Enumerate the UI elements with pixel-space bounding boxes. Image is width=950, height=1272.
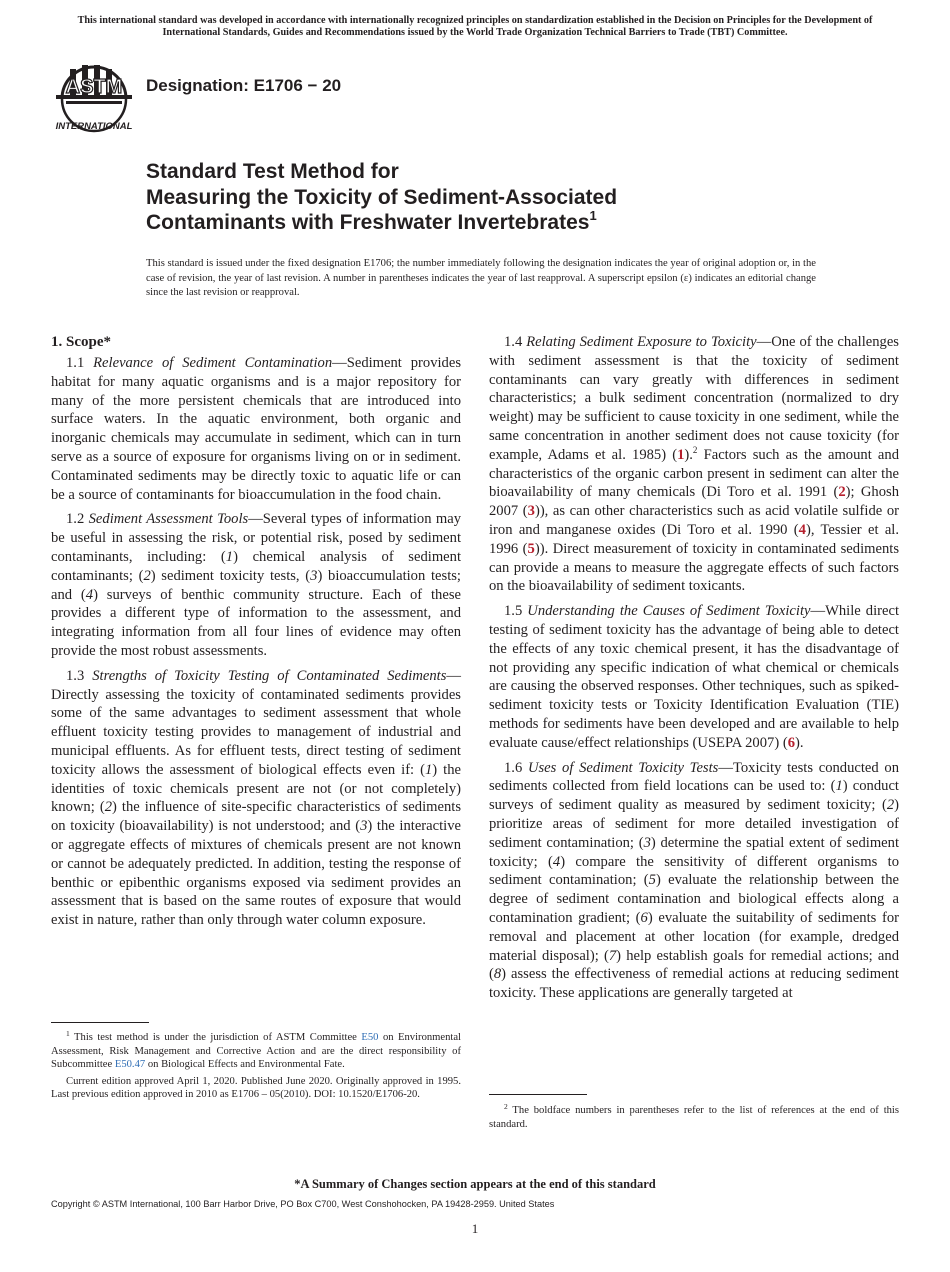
astm-logo: [52, 55, 136, 133]
para-text: ).: [794, 734, 804, 751]
list-number: 1: [425, 761, 433, 778]
footnote-1-para-2: Current edition approved April 1, 2020. Published June 2020. Originally approved in 1995. Last previous edition approved in 2010 as E1706 – 05(2010). DOI: 10.1520/E1706-20.: [51, 1075, 461, 1100]
list-number: 2: [143, 567, 151, 584]
list-number: 6: [640, 909, 648, 926]
reference-link[interactable]: 1: [677, 446, 685, 463]
reference-link[interactable]: 6: [787, 734, 795, 751]
document-title: [146, 159, 846, 236]
left-column: [51, 333, 461, 936]
paragraph-1-6: [489, 759, 899, 1003]
footnote-text: on Biological Effects and Environmental Fate.: [145, 1059, 345, 1070]
footnote-1-para-1: [51, 1031, 461, 1072]
footnote-text: This test method is under the jurisdiction of ASTM Committee: [69, 1032, 362, 1043]
para-title: Sediment Assessment Tools: [88, 511, 249, 528]
para-text: ) the identities of toxic chemicals present are not (or not completely) known; (: [51, 761, 461, 816]
footnote-rule: [489, 1094, 587, 1095]
footnote-text: on Environmental Assessment, Risk Management and Corrective Action and are the direct responsibility of Subcommittee: [51, 1032, 461, 1070]
para-title: Strengths of Toxicity Testing of Contaminated Sediments: [92, 667, 447, 684]
list-number: 3: [360, 818, 368, 835]
para-title: Relating Sediment Exposure to Toxicity: [526, 334, 757, 350]
para-text: ) help establish goals for remedial actions; and (: [489, 947, 899, 983]
title-line-2: Measuring the Toxicity of Sediment-Associated: [146, 185, 618, 209]
para-text: —Directly assessing the toxicity of contaminated sediments provides some of the same advantages to sediment assessment that whole effluent toxicity testing provides to management of industrial and municipal effluents. As for effluent tests, direct testing of sediment toxicity allows the assessment of biological effects even if: (: [51, 667, 462, 778]
footnote-2: [489, 1104, 899, 1134]
title-line-3-text: Contaminants with Freshwater Invertebrates: [146, 211, 590, 234]
para-text: —Toxicity tests conducted on sediments collected from field locations can be used to: (: [489, 759, 900, 795]
paragraph-1-2: [51, 510, 461, 660]
para-text: ) prioritize areas of sediment for more detailed investigation of sediment contamination; (: [489, 797, 899, 851]
section-heading: 1. Scope*: [51, 334, 111, 350]
list-number: 3: [310, 567, 318, 584]
para-text: Factors such as the amount and characteristics of the organic carbon present in sediment can alter the bioavailability of many chemicals (Di Toro et al. 1991 (: [489, 446, 900, 501]
reference-link[interactable]: 3: [527, 503, 535, 520]
designation: Designation: E1706 − 20: [146, 76, 342, 95]
para-text: ) conduct surveys of sediment quality as measured by sediment toxicity; (: [489, 778, 899, 814]
paragraph-1-5: [489, 602, 899, 752]
committee-link[interactable]: E50: [361, 1032, 379, 1043]
reference-link[interactable]: 4: [798, 521, 806, 538]
preamble: This standard is issued under the fixed designation E1706; the number immediately following the designation indicates the year of original adoption or, in the case of revision, the year of last revision. A number in parentheses indicates the year of last reapproval. A superscript epsilon (ε) indicates an editorial change since the last revision or reapproval.: [146, 258, 816, 298]
para-text: ) evaluate the relationship between the degree of sediment contamination and biological effects along a contamination gradient; (: [489, 872, 899, 926]
footnote-rule: [51, 1022, 149, 1023]
para-text: ) bioaccumulation tests; and (: [51, 567, 461, 603]
reference-link[interactable]: 2: [838, 484, 846, 501]
para-title: Relevance of Sediment Contamination: [93, 355, 333, 371]
para-number: 1.3: [66, 667, 85, 684]
footnote-2-para: [489, 1104, 899, 1131]
list-number: 2: [104, 799, 112, 816]
para-text: )). Direct measurement of toxicity in contaminated sediments can provide a means to measure the aggregate effects of such factors on the bioavailability of sediment toxicants.: [489, 540, 899, 595]
list-number: 4: [85, 586, 94, 603]
para-text: ).: [684, 446, 693, 463]
para-number: 1.6: [504, 759, 523, 776]
reference-link[interactable]: 5: [527, 540, 535, 557]
para-text: ) chemical analysis of sediment contaminants; (: [51, 548, 461, 584]
para-text: ), Tessier et al. 1996 (: [489, 521, 899, 557]
title-footnote-mark: 1: [589, 208, 597, 223]
para-text: —One of the challenges with sediment assessment is that the toxicity of sediment contaminants can vary greatly with differences in sediment characteristics; a bulk sediment concentration (normalized to dry weight) may be sufficient to cause toxicity in one sediment, while the same concentration in another sediment does not cause toxicity (for example, Adams et al. 1985) (: [489, 334, 899, 463]
para-number: 1.1: [66, 355, 85, 371]
page-number: 1: [471, 1221, 479, 1236]
list-number: 3: [643, 834, 651, 851]
footnote-mark: 1: [66, 1029, 70, 1038]
logo-caption: INTERNATIONAL: [55, 121, 133, 132]
footnote-mark: 2: [504, 1102, 508, 1111]
para-text: ) compare the sensitivity of different organisms to sediment contamination; (: [489, 853, 899, 889]
para-text: —Sediment provides habitat for many aquatic organisms and is a major repository for many of the more persistent chemicals that are introduced into surface waters. In the aquatic environment, both organic and inorganic chemicals may accumulate in sediment, which can in turn serve as a source of exposure for organisms living on or in sediment. Contaminated sediments may be directly toxic to aquatic life or can be a source of contaminants for bioaccumulation in the food chain.: [51, 355, 461, 503]
summary-of-changes-note: *A Summary of Changes section appears at the end of this standard: [294, 1177, 656, 1191]
paragraph-1-1: [51, 354, 461, 504]
para-number: 1.4: [504, 334, 523, 350]
subcommittee-link[interactable]: E50.47: [114, 1059, 146, 1070]
copyright-notice: Copyright © ASTM International, 100 Barr Harbor Drive, PO Box C700, West Conshohocken, PA 19428-2959. United States: [51, 1199, 555, 1209]
list-number: 1: [225, 548, 234, 565]
right-column: [489, 333, 899, 1009]
para-text: ) determine the spatial extent of sediment toxicity; (: [489, 834, 900, 870]
footnote-mark: 2: [692, 444, 698, 455]
footnote-text: The boldface numbers in parentheses refer to the list of references at the end of this standard.: [489, 1105, 899, 1130]
para-number: 1.5: [504, 603, 523, 620]
para-text: ) the influence of site-specific characteristics of sediments on toxicity (bioavailability) is not understood; and (: [51, 799, 461, 835]
para-text: ) assess the effectiveness of remedial actions at reducing sediment toxicity. These applications are generally targeted at: [489, 966, 899, 1002]
para-text: ); Ghosh 2007 (: [489, 484, 899, 520]
para-title: Uses of Sediment Toxicity Tests: [527, 759, 719, 776]
para-text: ) surveys of benthic community structure. Each of these provides a different type of information to the assessment, and integrating information from all four lines of evidence may often provide the most robust assessments.: [51, 586, 461, 659]
para-text: ) evaluate the suitability of sediments for removal and placement at other location (for example, dredged material disposal); (: [489, 909, 900, 964]
para-text: ) the interactive or aggregate effects of mixtures of chemicals present are not known or cannot be adequately predicted. In addition, testing the response of benthic or epibenthic organisms exposed via sediment provides an assessment that is based on the same routes of exposure that would exist in nature, rather than only through water column exposure.: [51, 818, 461, 929]
standards-banner: This international standard was developed in accordance with internationally recognized principles on standardization established in the Decision on Principles for the Development of International Standards, Guides and Recommendations issued by the World Trade Organization Technical Barriers to Trade (TBT) Committee.: [77, 15, 873, 38]
list-number: 4: [552, 853, 561, 870]
title-line-1: Standard Test Method for: [146, 160, 399, 183]
para-text: —Several types of information may be useful in assessing the risk, or potential risk, posed by sediment contaminants, including: (: [51, 511, 462, 565]
list-number: 5: [648, 872, 656, 889]
paragraph-1-3: [51, 667, 461, 930]
para-text: )), as can other characteristics such as acid volatile sulfide or iron and manganese oxides (Di Toro et al. 1990 (: [489, 503, 900, 538]
list-number: 1: [835, 778, 843, 795]
para-title: Understanding the Causes of Sediment Toxicity: [527, 603, 811, 620]
list-number: 8: [493, 966, 502, 983]
paragraph-1-4: [489, 333, 899, 596]
footnote-1: [51, 1031, 461, 1105]
para-text: —While direct testing of sediment toxicity has the advantage of being able to detect the effects of any toxic chemical present, it has the disadvantage of not providing any specific indication of what chemical or chemicals are causing the observed responses. Other techniques, such as spiked-sediment toxicity tests or Toxicity Identification Evaluation (TIE) methods for sediments have been developed and are available to help evaluate cause/effect relationships (USEPA 2007) (: [489, 603, 900, 751]
para-text: ) sediment toxicity tests, (: [150, 567, 311, 584]
list-number: 2: [886, 797, 895, 814]
title-line-3: [146, 210, 846, 236]
logo-letters: ASTM: [65, 76, 123, 98]
list-number: 7: [608, 947, 617, 964]
para-number: 1.2: [66, 511, 85, 528]
